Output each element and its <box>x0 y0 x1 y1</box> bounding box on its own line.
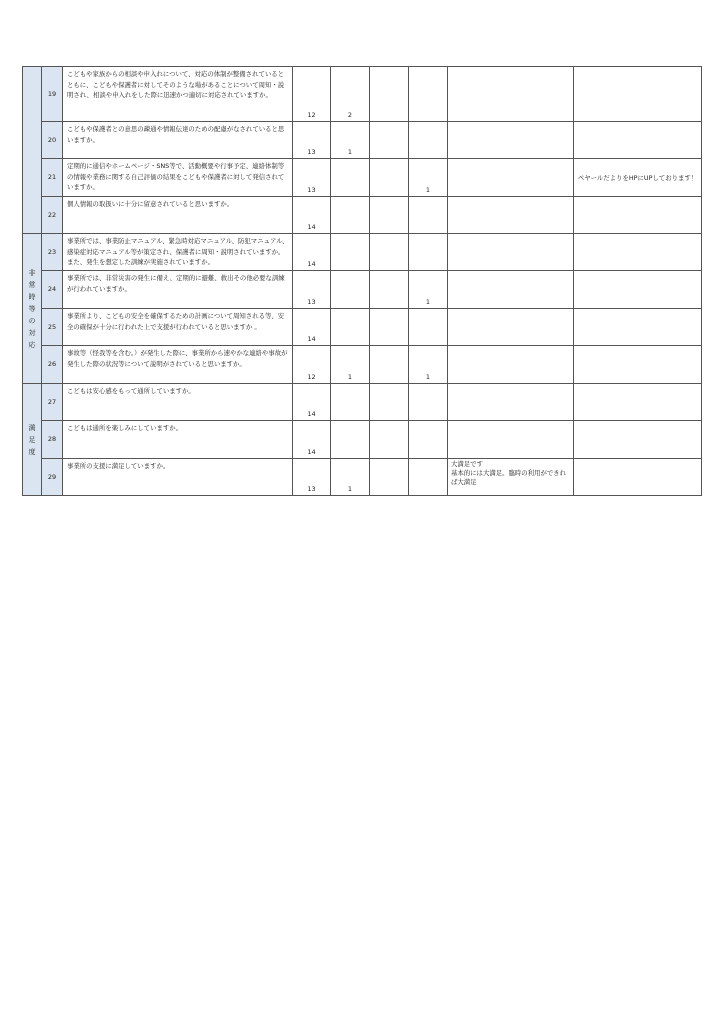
count-somewhat <box>331 384 370 421</box>
count-somewhat <box>331 309 370 346</box>
guardian-comment <box>448 309 574 346</box>
facility-reply <box>574 421 702 459</box>
facility-reply <box>574 346 702 384</box>
table-row <box>23 234 702 271</box>
table-row <box>23 122 702 159</box>
count-no: 1 <box>409 346 448 384</box>
count-unknown <box>370 346 409 384</box>
guardian-comment <box>448 271 574 309</box>
count-yes: 13 <box>293 122 331 159</box>
question-text: こどもや家族からの相談や申入れについて、対応の体制が整備されているとともに、こどもや保護者に対してそのような場があることについて周知・説明され、相談や申入れをした際に迅速かつ適切に対応されていますか。 <box>63 67 293 122</box>
question-number: 22 <box>42 197 63 234</box>
guardian-comment <box>448 384 574 421</box>
question-number: 20 <box>42 122 63 159</box>
question-number: 28 <box>42 421 63 459</box>
table-row <box>23 346 702 384</box>
facility-reply <box>574 67 702 122</box>
count-unknown <box>370 122 409 159</box>
category-cell <box>23 67 42 234</box>
question-text: 事業所の支援に満足していますか。 <box>63 459 293 496</box>
count-yes: 14 <box>293 421 331 459</box>
count-no <box>409 234 448 271</box>
count-yes: 14 <box>293 309 331 346</box>
facility-reply <box>574 271 702 309</box>
count-somewhat <box>331 421 370 459</box>
question-number: 26 <box>42 346 63 384</box>
count-somewhat <box>331 159 370 197</box>
count-yes: 14 <box>293 234 331 271</box>
table-row <box>23 459 702 496</box>
count-yes: 14 <box>293 384 331 421</box>
count-yes: 13 <box>293 159 331 197</box>
count-no: 1 <box>409 159 448 197</box>
question-number: 24 <box>42 271 63 309</box>
count-unknown <box>370 197 409 234</box>
guardian-comment <box>448 234 574 271</box>
question-number: 25 <box>42 309 63 346</box>
question-number: 19 <box>42 67 63 122</box>
count-no: 1 <box>409 271 448 309</box>
table-row <box>23 384 702 421</box>
count-unknown <box>370 384 409 421</box>
facility-reply: ペヤールだよりをHPにUPしております！ <box>574 159 702 197</box>
question-number: 21 <box>42 159 63 197</box>
count-yes: 13 <box>293 271 331 309</box>
count-yes: 14 <box>293 197 331 234</box>
count-somewhat <box>331 197 370 234</box>
table-row <box>23 159 702 197</box>
count-unknown <box>370 309 409 346</box>
survey-table <box>22 66 702 496</box>
table-row <box>23 197 702 234</box>
guardian-comment <box>448 122 574 159</box>
question-text: 事業所より、こどもの安全を確保するための計画について周知される等、安全の確保が十分に行われた上で支援が行われていると思いますか 。 <box>63 309 293 346</box>
count-no <box>409 384 448 421</box>
facility-reply <box>574 384 702 421</box>
count-yes: 12 <box>293 67 331 122</box>
question-number: 23 <box>42 234 63 271</box>
question-text: 事業所では、事業防止マニュアル、緊急時対応マニュアル、防犯マニュアル、感染症対応マニュアル等が策定され、保護者に周知・説明されていますか。また、発生を想定した訓練が実施されていますか。 <box>63 234 293 271</box>
count-somewhat <box>331 271 370 309</box>
facility-reply <box>574 234 702 271</box>
count-yes: 13 <box>293 459 331 496</box>
count-somewhat: 1 <box>331 459 370 496</box>
survey-table-body <box>23 67 702 496</box>
count-unknown <box>370 234 409 271</box>
facility-reply <box>574 197 702 234</box>
facility-reply <box>574 122 702 159</box>
question-text: こどもは安心感をもって通所していますか。 <box>63 384 293 421</box>
question-number: 29 <box>42 459 63 496</box>
facility-reply <box>574 309 702 346</box>
guardian-comment <box>448 197 574 234</box>
count-unknown <box>370 421 409 459</box>
count-somewhat <box>331 234 370 271</box>
count-yes: 12 <box>293 346 331 384</box>
guardian-comment <box>448 346 574 384</box>
category-cell <box>23 384 42 496</box>
count-no <box>409 309 448 346</box>
question-text: 個人情報の取扱いに十分に留意されていると思いますか。 <box>63 197 293 234</box>
facility-reply <box>574 459 702 496</box>
table-row <box>23 271 702 309</box>
question-text: こどもや保護者との意思の疎通や情報伝達のための配慮がなされていると思いますか。 <box>63 122 293 159</box>
category-label: 非常時等の対応 <box>28 268 36 349</box>
count-somewhat: 1 <box>331 122 370 159</box>
guardian-comment: 大満足です 基本的には大満足。臨時の利用ができれば大満足 <box>448 459 574 496</box>
count-unknown <box>370 271 409 309</box>
count-no <box>409 421 448 459</box>
guardian-comment <box>448 421 574 459</box>
guardian-comment <box>448 67 574 122</box>
count-unknown <box>370 459 409 496</box>
question-text: 事故等（怪我等を含む。）が発生した際に、事業所から速やかな連絡や事故が発生した際の状況等について説明がされていると思いますか。 <box>63 346 293 384</box>
count-somewhat: 1 <box>331 346 370 384</box>
question-text: 定期的に通信やホームページ・SNS等で、活動概要や行事予定、連絡体制等の情報や業務に関する自己評価の結果をこどもや保護者に対して発信されていますか。 <box>63 159 293 197</box>
category-label: 満足度 <box>28 423 36 456</box>
count-no <box>409 67 448 122</box>
count-no <box>409 122 448 159</box>
count-no <box>409 197 448 234</box>
question-text: こどもは通所を楽しみにしていますか。 <box>63 421 293 459</box>
guardian-comment <box>448 159 574 197</box>
table-row <box>23 309 702 346</box>
count-unknown <box>370 67 409 122</box>
question-text: 事業所では、非常災害の発生に備え、定期的に避難、救出その他必要な訓練が行われていますか。 <box>63 271 293 309</box>
table-row <box>23 421 702 459</box>
count-unknown <box>370 159 409 197</box>
category-cell <box>23 234 42 384</box>
table-row <box>23 67 702 122</box>
count-somewhat: 2 <box>331 67 370 122</box>
question-number: 27 <box>42 384 63 421</box>
count-no <box>409 459 448 496</box>
